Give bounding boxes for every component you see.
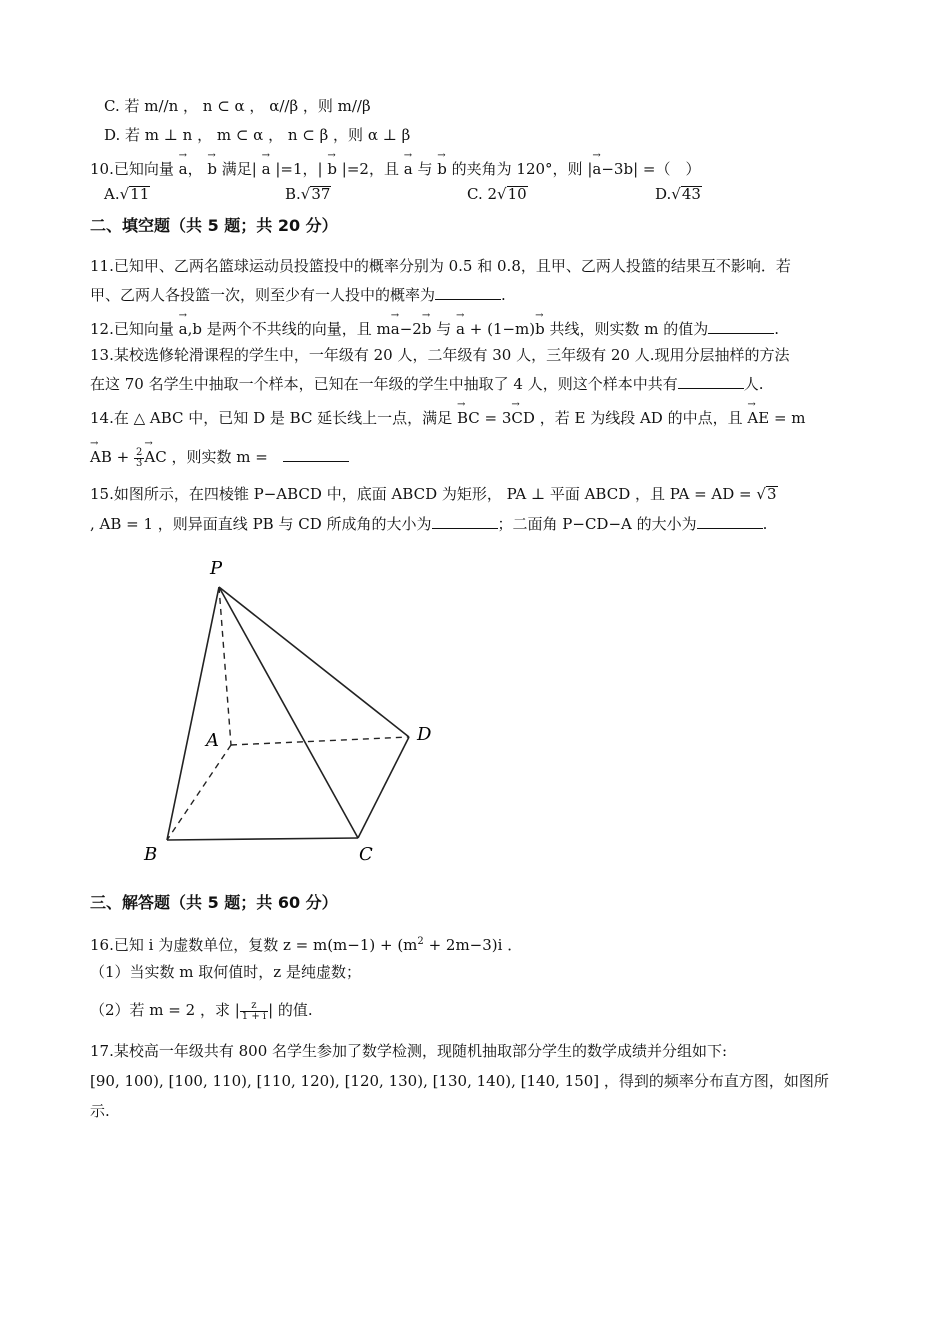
- q10-option-d: D.√43: [655, 185, 701, 203]
- q10-option-b: B.√37: [285, 185, 331, 203]
- vertex-label-p: P: [210, 558, 223, 579]
- q10-stem: [90, 155, 700, 179]
- q15-text: , AB = 1 ，则异面直线 PB 与 CD 所成角的大小为: [90, 515, 432, 533]
- q16-part-2: [90, 1000, 313, 1022]
- q10-option-a: A.√11: [104, 185, 150, 203]
- vertex-label-c: C: [359, 844, 373, 865]
- edge-pa-hidden: [219, 587, 231, 745]
- vector-ae: → AE: [747, 404, 769, 428]
- q9-option-d: D. 若 m ⊥ n ， m ⊂ α ， n ⊂ β ，则 α ⊥ β: [104, 126, 411, 144]
- q10-text: 满足|: [221, 160, 257, 178]
- denominator: 1 + i: [241, 1010, 267, 1022]
- q12-stem: [90, 315, 779, 339]
- vector-ac: → AC: [144, 443, 166, 467]
- q10-text: |=1，|: [275, 160, 323, 178]
- q16-text: | 的值.: [268, 1001, 313, 1019]
- q13-text: 人.: [743, 375, 764, 393]
- option-label: C. 2: [467, 185, 498, 203]
- q17-line-1: 17.某校高一年级共有 800 名学生参加了数学检测，现随机抽取部分学生的数学成绩并分组如下:: [90, 1042, 728, 1060]
- vector-b: → b: [437, 155, 447, 179]
- answer-blank[interactable]: [678, 374, 744, 389]
- edge-bc: [167, 838, 358, 840]
- answer-blank[interactable]: [697, 514, 763, 529]
- pyramid-figure: [130, 550, 450, 870]
- q10-option-c: C. 2√10: [467, 185, 527, 203]
- q13-line-2: [90, 374, 764, 394]
- section-heading-answer: 三、解答题（共 5 题；共 60 分）: [90, 893, 338, 912]
- q17-line-3: 示.: [90, 1102, 110, 1120]
- q13-line-1: 13.某校选修轮滑课程的学生中，一年级有 20 人，二年级有 30 人，三年级有 20 人.现用分层抽样的方法: [90, 346, 790, 364]
- vector-a: → a: [404, 155, 413, 179]
- q12-text: .: [774, 320, 780, 338]
- q14-text: ，若 E 为线段 AD 的中点，且: [539, 409, 743, 427]
- vector-a: → a: [456, 315, 465, 339]
- q15-text: 15.如图所示，在四棱锥 P−ABCD 中，底面 ABCD 为矩形， PA ⊥ 平面 ABCD ，且 PA = AD =: [90, 485, 752, 503]
- vector-b: → b: [327, 155, 337, 179]
- exponent: 2: [417, 936, 424, 947]
- sqrt-value: 3: [766, 485, 777, 503]
- sqrt-value: 43: [681, 185, 701, 203]
- edge-ad-hidden: [231, 737, 409, 745]
- q14-line-2: [90, 443, 349, 469]
- vertex-label-a: A: [206, 730, 219, 751]
- q16-text: （2）若 m = 2 ，求 |: [90, 1001, 240, 1019]
- vector-a: → a: [179, 155, 188, 179]
- q14-text: = 3: [484, 409, 512, 427]
- vector-a: → a: [262, 155, 271, 179]
- answer-blank[interactable]: [708, 319, 774, 334]
- q15-text: .: [762, 515, 768, 533]
- q16-text: + 2m−3)i ．: [428, 936, 523, 954]
- fraction-two-thirds: [134, 448, 144, 469]
- q14-line-1: [90, 404, 806, 428]
- sqrt-value: 11: [130, 185, 150, 203]
- q16-stem: [90, 932, 522, 955]
- answer-blank[interactable]: [435, 285, 501, 300]
- vector-bc: → BC: [457, 404, 480, 428]
- numerator: z: [240, 1001, 268, 1012]
- option-label: B.: [285, 185, 301, 203]
- q11-line-2: [90, 285, 506, 305]
- q14-text: ，则实数 m =: [171, 448, 268, 466]
- q15-line-2: [90, 514, 767, 534]
- edge-pd: [219, 587, 409, 737]
- q15-text: ；二面角 P−CD−A 的大小为: [497, 515, 697, 533]
- q17-line-2: [90, 100), [100, 110), [110, 120), [120, 130), [130, 140), [140, 150] ，得到的频率分布直方图，如图所: [90, 1072, 829, 1090]
- q10-text: 与: [417, 160, 433, 178]
- vector-a: → a: [391, 315, 400, 339]
- edge-pc: [219, 587, 358, 838]
- q15-line-1: 15.如图所示，在四棱锥 P−ABCD 中，底面 ABCD 为矩形， PA ⊥ 平面 ABCD ，且 PA = AD = √3: [90, 485, 777, 503]
- option-label: A.: [104, 185, 120, 203]
- q10-text: 已知向量: [113, 160, 174, 178]
- q10-number: 10.: [90, 160, 114, 178]
- q12-text: 12.已知向量: [90, 320, 174, 338]
- vector-cd: → CD: [511, 404, 535, 428]
- fraction-z-over-1-plus-i: [240, 1001, 268, 1022]
- q12-text: + (1−m): [469, 320, 536, 338]
- q9-option-c: C. 若 m//n ， n ⊂ α ， α//β ，则 m//β: [104, 97, 371, 115]
- vertex-label-d: D: [417, 724, 432, 745]
- q12-text: 共线，则实数 m 的值为: [549, 320, 709, 338]
- q16-text: 16.已知 i 为虚数单位，复数 z = m(m−1) + (m: [90, 936, 418, 954]
- answer-blank[interactable]: [283, 447, 349, 462]
- vector-ab: → AB: [90, 443, 112, 467]
- numerator: 2: [136, 446, 143, 458]
- section-heading-fill-in: 二、填空题（共 5 题；共 20 分）: [90, 216, 338, 235]
- q10-text: |=2，且: [341, 160, 399, 178]
- q10-text: 的夹角为 120°，则 |: [451, 160, 593, 178]
- q14-text: +: [116, 448, 130, 466]
- vectors-a-b: → a,b: [179, 315, 202, 339]
- q13-text: 在这 70 名学生中抽取一个样本，已知在一年级的学生中抽取了 4 人，则这个样本中共有: [90, 375, 678, 393]
- q12-text: 是两个不共线的向量，且 m: [206, 320, 391, 338]
- sqrt-value: 10: [507, 185, 527, 203]
- sqrt-value: 37: [311, 185, 331, 203]
- q12-text: 与: [436, 320, 452, 338]
- q11-text: .: [501, 286, 506, 304]
- vector-b: → b: [422, 315, 432, 339]
- vector-a-minus-3b: → a−3b: [592, 155, 633, 179]
- q10-text: | =（ ）: [633, 160, 701, 178]
- vertex-label-b: B: [144, 844, 158, 865]
- option-label: D.: [655, 185, 672, 203]
- q12-text: −2: [399, 320, 422, 338]
- vector-b: → b: [207, 155, 217, 179]
- q11-line-1: 11.已知甲、乙两名篮球运动员投篮投中的概率分别为 0.5 和 0.8，且甲、乙两人投篮的结果互不影响．若: [90, 257, 791, 275]
- edge-cd: [358, 737, 409, 838]
- answer-blank[interactable]: [432, 514, 498, 529]
- q14-text: = m: [773, 409, 806, 427]
- q11-text: 甲、乙两人各投篮一次，则至少有一人投中的概率为: [90, 286, 436, 304]
- q14-text: 14.在 △ ABC 中，已知 D 是 BC 延长线上一点，满足: [90, 409, 453, 427]
- denominator: 3: [136, 457, 143, 469]
- q10-text: ，: [187, 160, 203, 178]
- q16-part-1: （1）当实数 m 取何值时，z 是纯虚数；: [90, 963, 361, 981]
- vector-b: → b: [535, 315, 545, 339]
